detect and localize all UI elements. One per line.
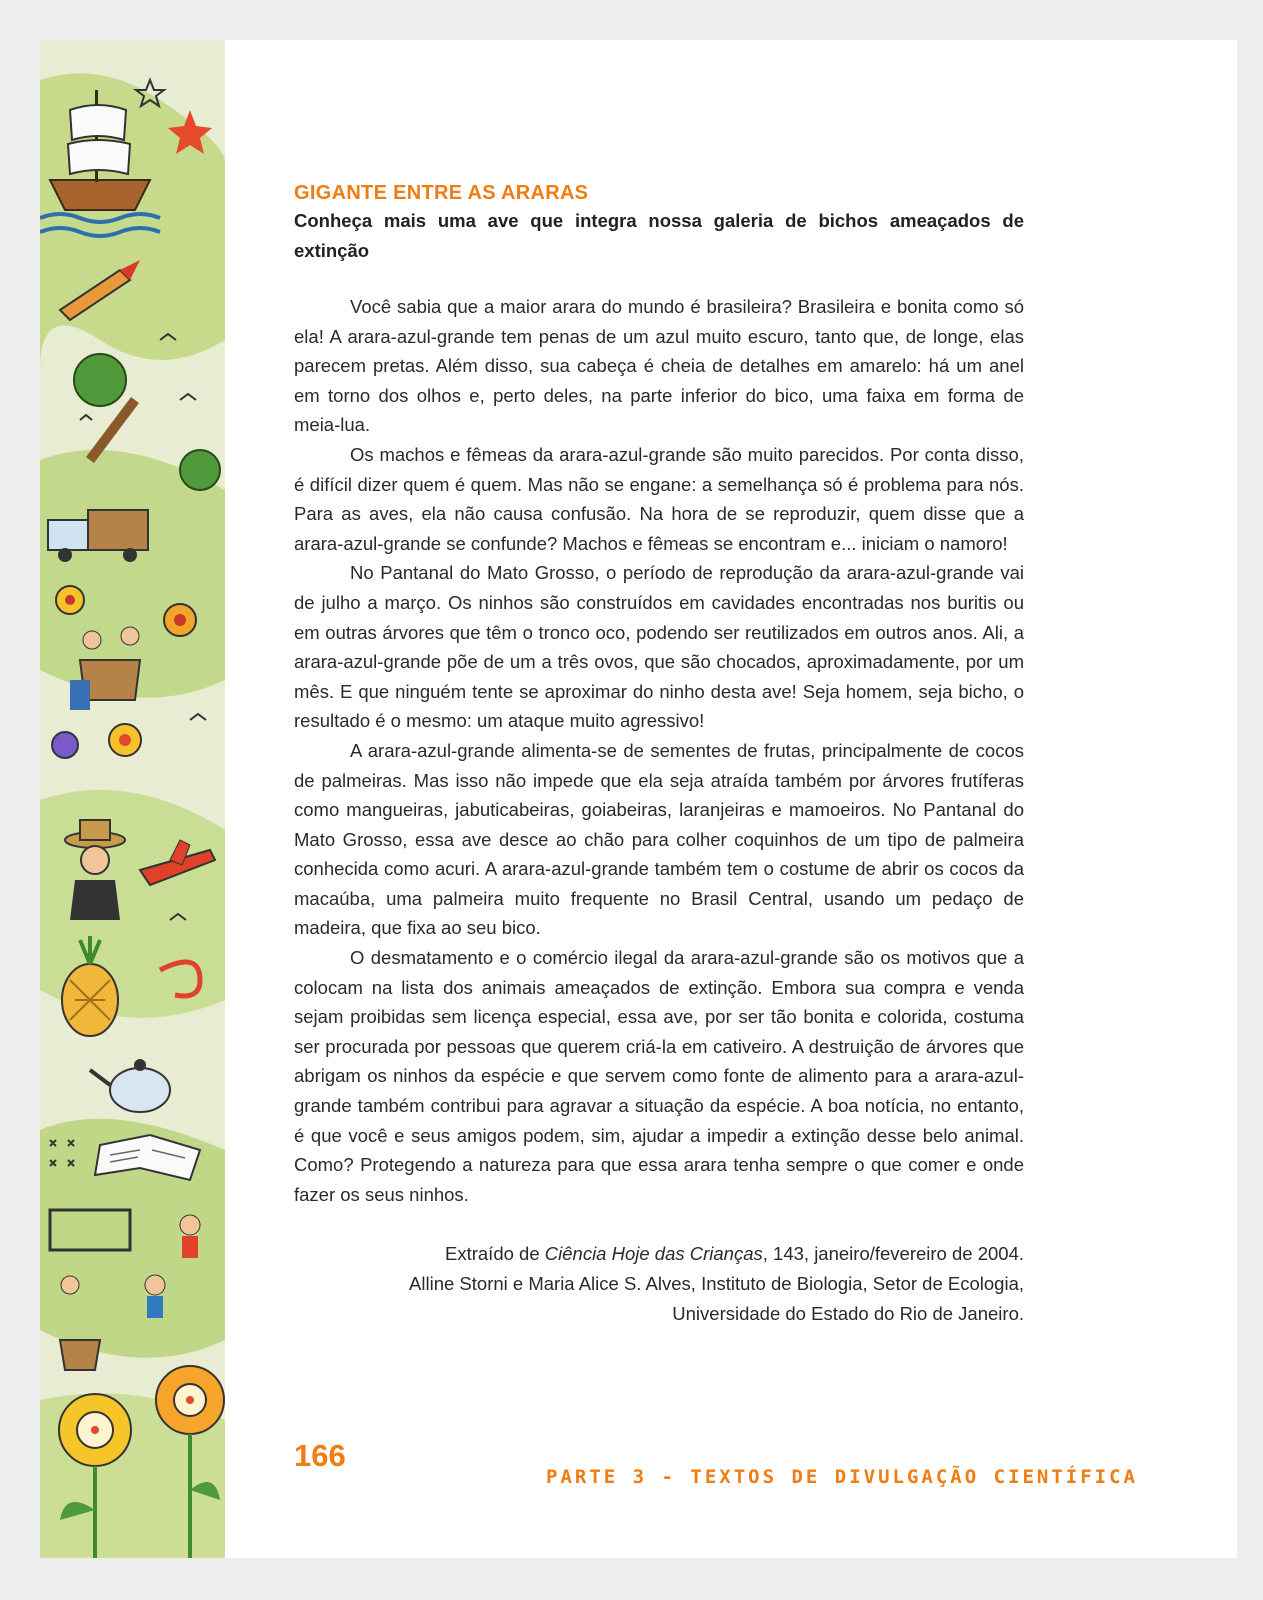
article-title: GIGANTE ENTRE AS ARARAS	[294, 182, 589, 204]
source-line-2: Alline Storni e Maria Alice S. Alves, Instituto de Biologia, Setor de Ecologia,	[409, 1273, 1024, 1294]
article-body	[294, 292, 1024, 1209]
paragraph: No Pantanal do Mato Grosso, o período de reprodução da arara-azul-grande vai de julho a março. Os ninhos são construídos em cavidades encontradas nos buritis ou em outras árvores que têm o tronco oco, podendo ser reutilizados em outros anos. Ali, a arara-azul-grande põe de um a três ovos, que são chocados, aproximadamente, por um mês. E que ninguém tente se aproximar do ninho desta ave! Seja homem, seja bicho, o resultado é o mesmo: um ataque muito agressivo!	[294, 562, 1024, 732]
section-footer: PARTE 3 - TEXTOS DE DIVULGAÇÃO CIENTÍFICA	[546, 1466, 1138, 1488]
folk-art-illustration	[40, 40, 225, 1558]
paragraph: A arara-azul-grande alimenta-se de sementes de frutas, principalmente de cocos de palmeiras. Mas isso não impede que ela seja atraída também por árvores frutíferas como mangueiras, jabuticabeiras, goiabeiras, laranjeiras e mamoeiros. No Pantanal do Mato Grosso, essa ave desce ao chão para colher coquinhos de um tipo de palmeira conhecida como acuri. A arara-azul-grande também tem o costume de abrir os cocos da macaúba, uma palmeira muito frequente no Brasil Central, usando um pedaço de madeira, que fixa ao seu bico.	[294, 739, 1024, 939]
article-subtitle: Conheça mais uma ave que integra nossa galeria de bichos ameaçados de extinção	[294, 210, 1024, 261]
page-number: 166	[294, 1438, 346, 1473]
paragraph: O desmatamento e o comércio ilegal da arara-azul-grande são os motivos que a colocam na lista dos animais ameaçados de extinção. Embora sua compra e venda sejam proibidas sem licença especial, essa ave, por ser tão bonita e colorida, costuma ser procurada por pessoas que querem criá-la em cativeiro. A destruição de árvores que abrigam os ninhos da espécie e que servem como fonte de alimento para a arara-azul-grande também contribui para agravar a situação da espécie. A boa notícia, no entanto, é que você e seus amigos podem, sim, ajudar a impedir a extinção desse belo animal. Como? Protegendo a natureza para que essa arara tenha sempre o que comer e onde fazer os seus ninhos.	[294, 947, 1024, 1205]
source-prefix: Extraído de	[445, 1243, 545, 1265]
cup-icon	[60, 1340, 100, 1370]
source-line-3: Universidade do Estado do Rio de Janeiro.	[672, 1302, 1024, 1324]
source-line-1	[294, 1239, 1024, 1269]
paragraph: Os machos e fêmeas da arara-azul-grande são muito parecidos. Por conta disso, é difícil dizer quem é quem. Mas não se engane: a semelhança só é problema para nós. Para as aves, ela não causa confusão. Na hora de se reproduzir, quem disse que a arara-azul-grande se confunde? Machos e fêmeas se encontram e... iniciam o namoro!	[294, 443, 1024, 554]
source-citation	[294, 1239, 1024, 1328]
source-publication: Ciência Hoje das Crianças	[544, 1243, 763, 1265]
paragraph: Você sabia que a maior arara do mundo é brasileira? Brasileira e bonita como só ela! A arara-azul-grande tem penas de um azul muito escuro, tanto que, de longe, elas parecem pretas. Além disso, sua cabeça é cheia de detalhes em amarelo: há um anel em torno dos olhos e, perto deles, na parte inferior do bico, uma faixa em forma de meia-lua.	[294, 296, 1024, 436]
article	[294, 180, 1024, 1328]
decorative-illustration-strip	[40, 40, 225, 1558]
source-suffix: , 143, janeiro/fevereiro de 2004.	[762, 1243, 1024, 1265]
